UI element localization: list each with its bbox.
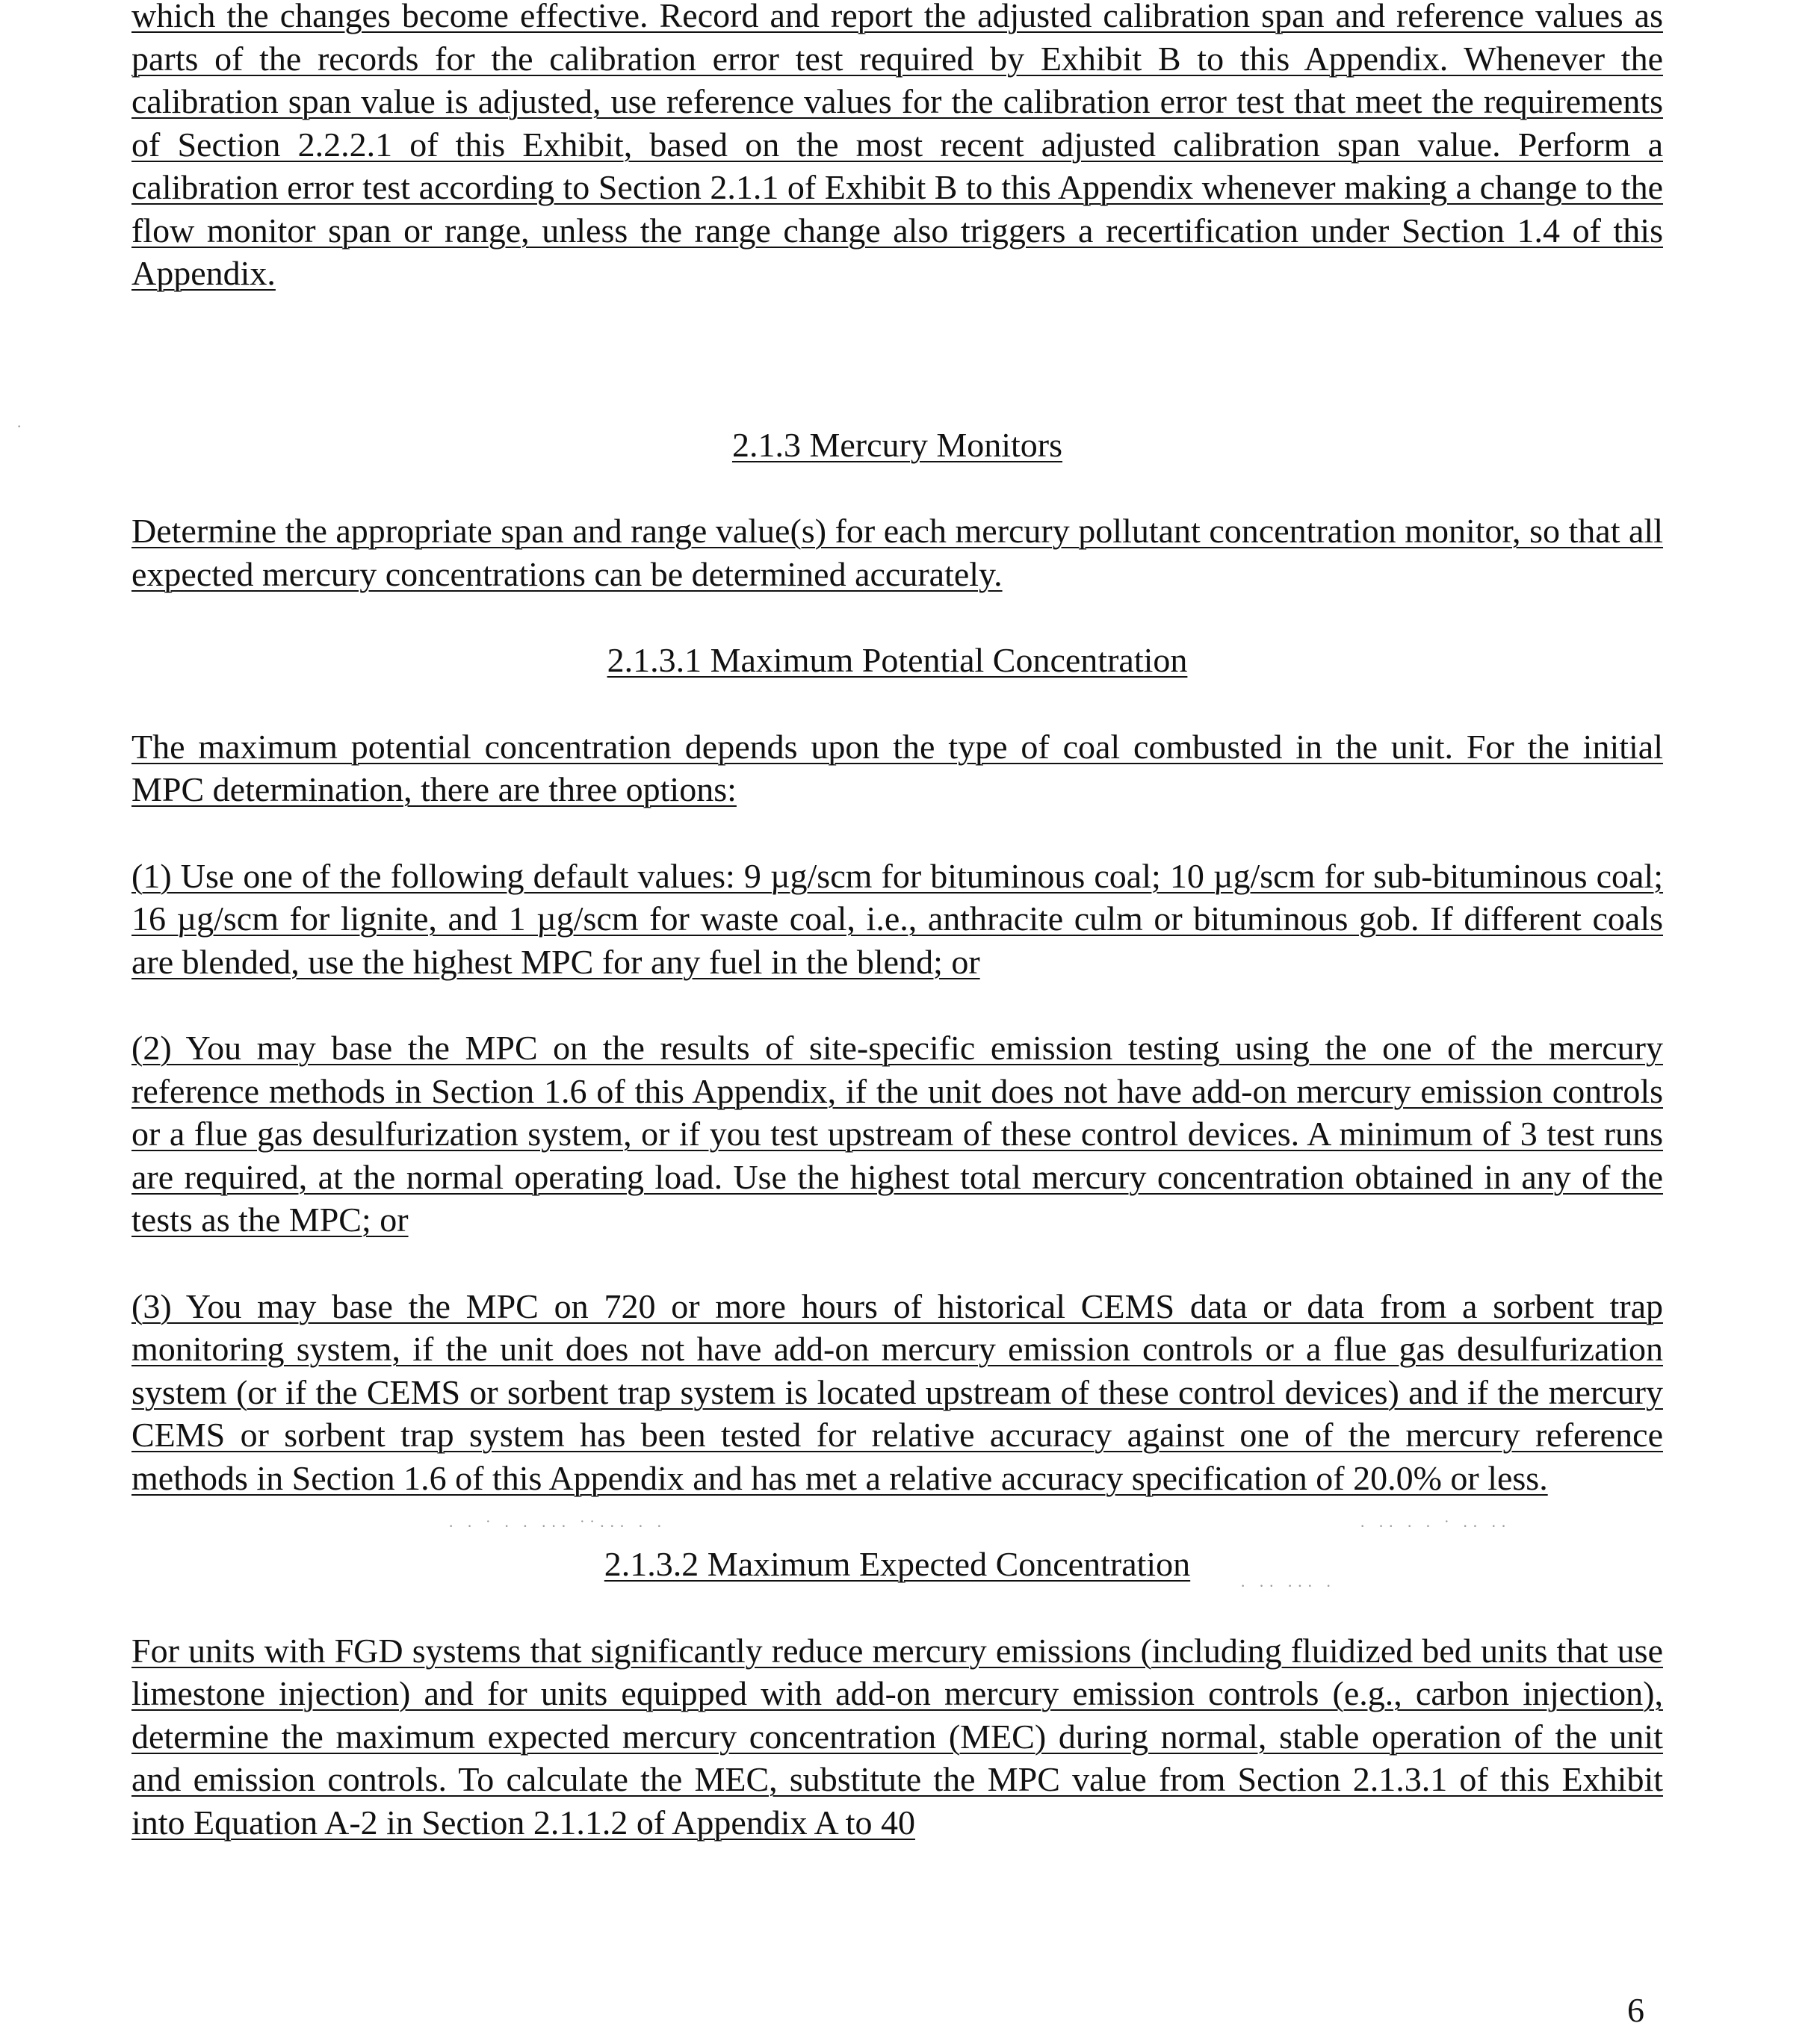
paragraph-option-3: (3) You may base the MPC on 720 or more hours of historical CEMS data or data from a sorbent trap monitoring system, if the unit does not have add-on mercury emission controls or a flue gas desulfurization system (or if the CEMS or sorbent trap system is located upstream of these control devices) and if the mercury CEMS or sorbent trap system has been tested for relative accuracy against one of the mercury reference methods in Section 1.6 of this Appendix and has met a relative accuracy specification of 20.0% or less. [131,1286,1663,1497]
paragraph-span-adjustment: which the changes become effective. Record and report the adjusted calibration span and reference values as parts of the records for the calibration error test required by Exhibit B to this Appendix. Whenever the calibration span value is adjusted, use reference values for the calibration error test that meet the requirements of Section 2.2.2.1 of this Exhibit, based on the most recent adjusted calibration span value. Perform a calibration error test according to Section 2.1.1 of Exhibit B to this Appendix whenever making a change to the flow monitor span or range, unless the range change also triggers a recertification under Section 1.4 of this Appendix. [131,0,1663,292]
paragraph-mpc-intro: The maximum potential concentration depends upon the type of coal combusted in the unit. For the initial MPC determination, there are three options: [131,727,1663,808]
page-number: 6 [1627,1991,1644,2029]
page-body [131,0,1663,1844]
section-heading-mercury-monitors-text: 2.1.3 Mercury Monitors [731,425,1063,464]
paragraph-option-1: (1) Use one of the following default values: 9 µg/scm for bituminous coal; 10 µg/scm for sub-bituminous coal; 16 µg/scm for lignite, and 1 µg/scm for waste coal, i.e., anthracite culm or bituminous gob. If different coals are blended, use the highest MPC for any fuel in the blend; or [131,856,1663,981]
section-heading-mpc [131,639,1663,682]
section-heading-mercury-monitors [131,424,1663,467]
section-heading-mpc-text: 2.1.3.1 Maximum Potential Concentration [607,641,1188,679]
paragraph-determine-span: Determine the appropriate span and range value(s) for each mercury pollutant concentration monitor, so that all expected mercury concentrations can be determined accurately. [131,512,1663,593]
scan-noise-1: · · ˙ · · ··· ˙˙··· · · [448,1517,666,1535]
scan-noise-4: · [16,417,27,436]
section-heading-mec [131,1543,1663,1586]
section-heading-mec-text: 2.1.3.2 Maximum Expected Concentration [604,1545,1191,1583]
scan-noise-2: · ·· · · ˙ ·· ·· [1360,1517,1511,1535]
paragraph-mec: For units with FGD systems that significantly reduce mercury emissions (including fluidized bed units that use limestone injection) and for units equipped with add-on mercury emission controls (e.g., carbon injection), determine the maximum expected mercury concentration (MEC) during normal, stable operation of the unit and emission controls. To calculate the MEC, substitute the MPC value from Section 2.1.3.1 of this Exhibit into Equation A-2 in Section 2.1.1.2 of Appendix A to 40 [131,1631,1663,1842]
paragraph-option-2: (2) You may base the MPC on the results of site-specific emission testing using the one of the mercury reference methods in Section 1.6 of this Appendix, if the unit does not have add-on mercury emission controls or a flue gas desulfurization system, or if you test upstream of these control devices. A minimum of 3 test runs are required, at the normal operating load. Use the highest total mercury concentration obtained in any of the tests as the MPC; or [131,1029,1663,1239]
scan-noise-3: · ·· ··· · [1240,1576,1336,1595]
